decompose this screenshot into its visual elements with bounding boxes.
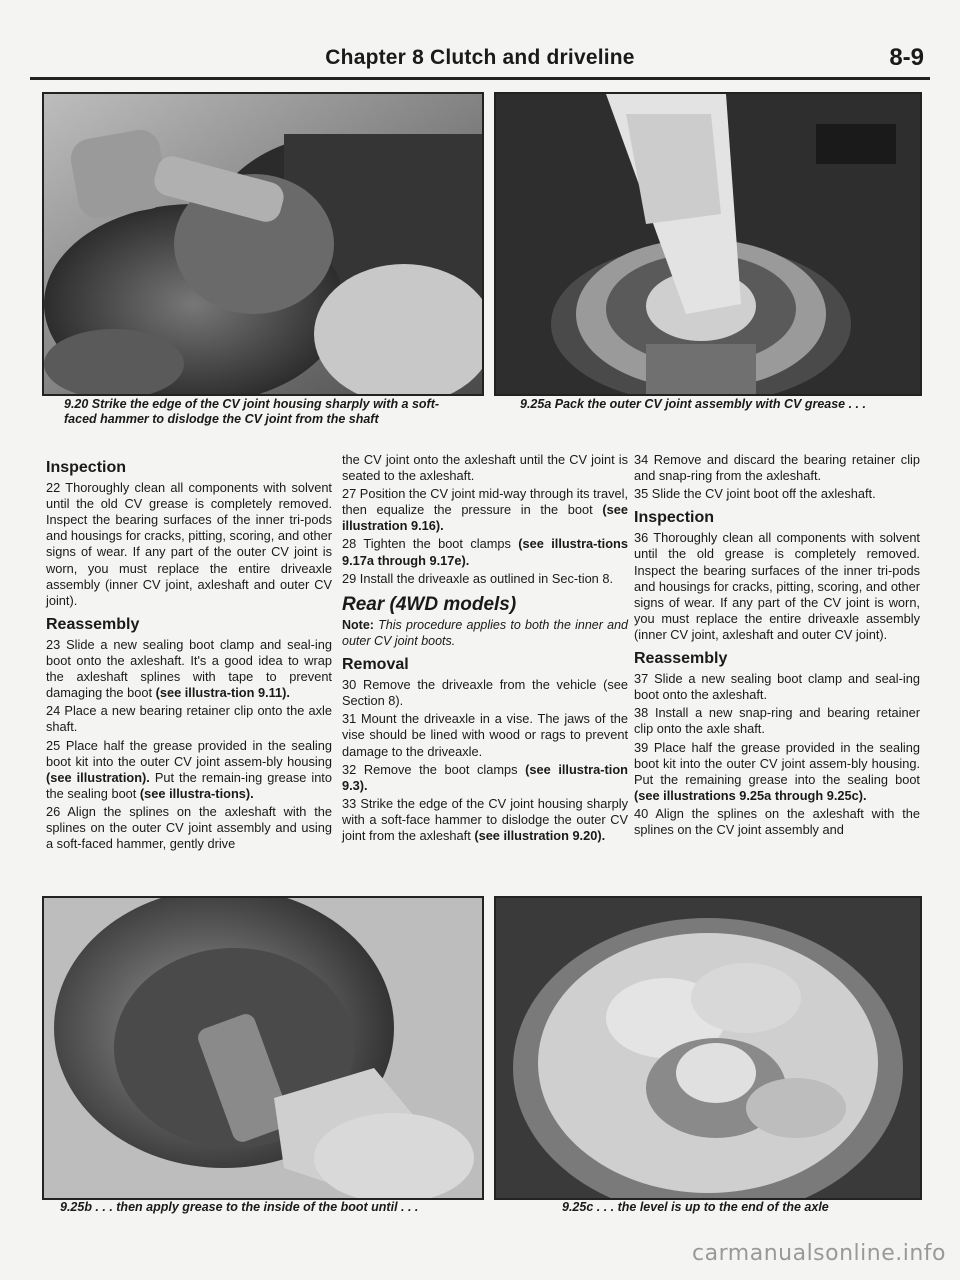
step-26: 26 Align the splines on the axleshaft with the splines on the outer CV joint assembly and using a soft-faced hammer, gently drive — [46, 803, 332, 852]
step-36: 36 Thoroughly clean all components with solvent until the old grease is completely removed. Inspect the bearing surfaces of the inner tri-pods and housings for cracks, pitting, scoring, and other signs of wear. If any part of the CV joint is worn, you must replace the entire driveaxle assembly (inner CV joint, axleshaft and outer CV joint). — [634, 530, 920, 642]
photo-9-25c-image — [496, 898, 920, 1198]
page-header — [30, 28, 930, 71]
photo-9-20-image — [44, 94, 482, 394]
watermark: carmanualsonline.info — [692, 1241, 946, 1266]
step-39: 39 Place half the grease provided in the sealing boot kit into the outer CV joint assem-bly housing. Put the remaining grease into the sealing boot (see illustrations 9.25a through 9.25c). — [634, 739, 920, 803]
step-33: 33 Strike the edge of the CV joint housing sharply with a soft-face hammer to dislodge the outer CV joint from the axleshaft (see illustration 9.20). — [342, 795, 628, 843]
step-28: 28 Tighten the boot clamps (see illustra-tions 9.17a through 9.17e). — [342, 536, 628, 568]
note-rear: Note: This procedure applies to both the inner and outer CV joint boots. — [342, 617, 628, 648]
header-rule — [30, 77, 930, 80]
text-column-2 — [342, 452, 628, 846]
chapter-title: Chapter 8 Clutch and driveline — [325, 46, 635, 69]
heading-removal: Removal — [342, 656, 409, 674]
caption-9-25b: 9.25b . . . then apply grease to the inside of the boot until . . . — [60, 1200, 419, 1214]
heading-rear-4wd: Rear (4WD models) — [342, 593, 517, 615]
heading-reassembly-2: Reassembly — [634, 650, 728, 668]
step-40: 40 Align the splines on the axleshaft with the splines on the CV joint assembly and — [634, 805, 920, 837]
heading-inspection-2: Inspection — [634, 509, 715, 527]
photo-9-25b — [42, 896, 484, 1200]
step-22: 22 Thoroughly clean all components with solvent until the old CV grease is completely removed. Inspect the bearing surfaces of the inner tri-pods and housings for cracks, pitting, scoring, and other signs of wear. If any part of the outer CV joint is worn, you must replace the entire driveaxle assembly (inner CV joint, axleshaft and outer CV joint). — [46, 480, 332, 608]
photo-9-25a — [494, 92, 922, 396]
photo-9-25c — [494, 896, 922, 1200]
step-35: 35 Slide the CV joint boot off the axleshaft. — [634, 486, 876, 502]
photo-9-25a-image — [496, 94, 920, 394]
step-29: 29 Install the driveaxle as outlined in Sec-tion 8. — [342, 570, 614, 586]
caption-9-25a: 9.25a Pack the outer CV joint assembly with CV grease . . . — [520, 397, 866, 411]
step-27: 27 Position the CV joint mid-way through its travel, then equalize the pressure in the boot (see illustration 9.16). — [342, 486, 628, 534]
step-34: 34 Remove and discard the bearing retainer clip and snap-ring from the axleshaft. — [634, 452, 920, 484]
step-26-continued: the CV joint onto the axleshaft until the CV joint is seated to the axleshaft. — [342, 452, 628, 484]
step-31: 31 Mount the driveaxle in a vise. The jaws of the vise should be lined with wood or rags to prevent damage to the driveaxle. — [342, 711, 628, 759]
step-30: 30 Remove the driveaxle from the vehicle (see Section 8). — [342, 677, 628, 709]
photo-9-25b-image — [44, 898, 482, 1198]
step-37: 37 Slide a new sealing boot clamp and seal-ing boot onto the axleshaft. — [634, 671, 920, 703]
caption-9-20: 9.20 Strike the edge of the CV joint housing sharply with a soft-faced hammer to dislodge the CV joint from the shaft — [64, 397, 440, 426]
step-38: 38 Install a new snap-ring and bearing retainer clip onto the axle shaft. — [634, 705, 920, 737]
heading-inspection: Inspection — [46, 459, 127, 476]
photo-9-20 — [42, 92, 484, 396]
text-column-3 — [634, 452, 920, 840]
step-24: 24 Place a new bearing retainer clip onto the axle shaft. — [46, 703, 332, 735]
step-23: 23 Slide a new sealing boot clamp and seal-ing boot onto the axleshaft. It's a good idea to wrap the axleshaft splines with tape to prevent damaging the boot (see illustra-tion 9.11). — [46, 636, 332, 701]
step-32: 32 Remove the boot clamps (see illustra-tion 9.3). — [342, 761, 628, 793]
caption-9-25c: 9.25c . . . the level is up to the end of the axle — [562, 1200, 829, 1214]
heading-reassembly: Reassembly — [46, 615, 140, 633]
page-number: 8-9 — [889, 44, 924, 71]
text-column-1 — [46, 452, 332, 854]
step-25: 25 Place half the grease provided in the sealing boot kit into the outer CV joint assem-bly housing (see illustration). Put the remain-ing grease into the sealing boot (see illustra-tions). — [46, 737, 332, 801]
